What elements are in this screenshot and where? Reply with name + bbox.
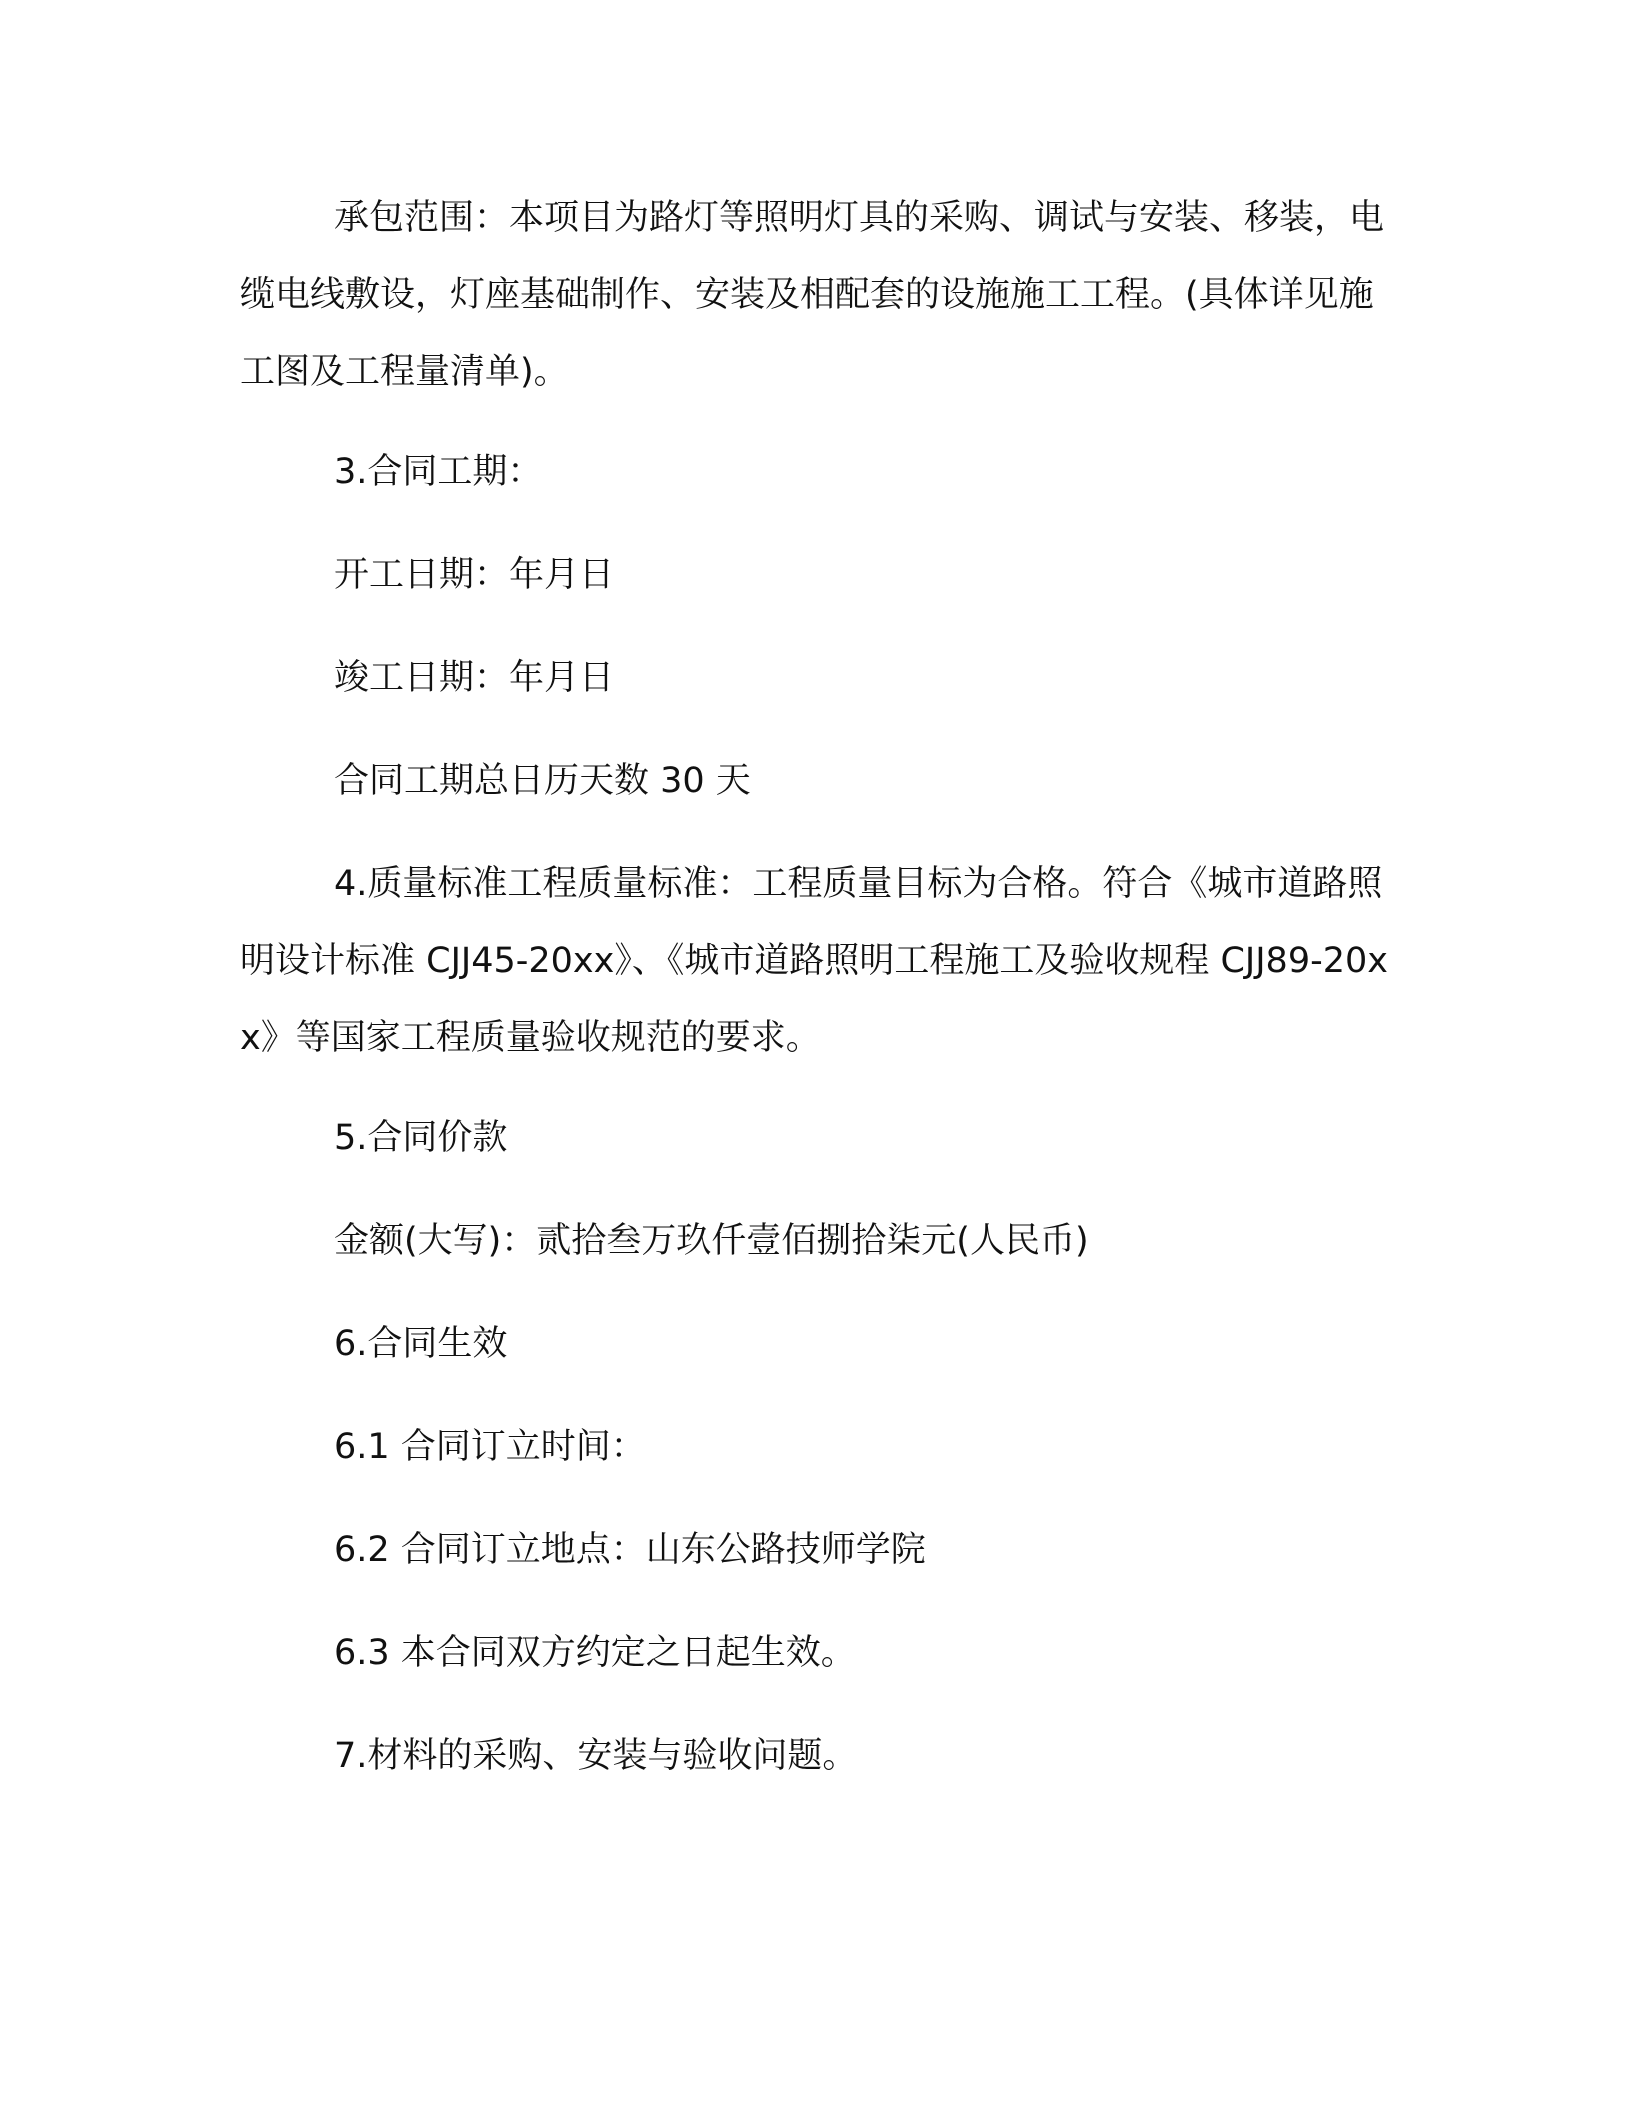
contract-period-heading: 3.合同工期： (334, 452, 543, 492)
materials-heading: 7.材料的采购、安装与验收问题。 (334, 1736, 858, 1776)
amount-line: 金额(大写)：贰拾叁万玖仟壹佰捌拾柒元(人民币) (334, 1221, 1089, 1261)
signing-place-line: 6.2 合同订立地点：山东公路技师学院 (334, 1530, 926, 1570)
effective-date-line: 6.3 本合同双方约定之日起生效。 (334, 1633, 856, 1673)
contract-effect-heading: 6.合同生效 (334, 1324, 508, 1364)
scope-paragraph: 承包范围：本项目为路灯等照明灯具的采购、调试与安装、移装，电缆电线敷设，灯座基础制作、安装及相配套的设施施工工程。(具体详见施工图及工程量清单)。 (240, 198, 1385, 392)
contract-price-heading: 5.合同价款 (334, 1118, 508, 1158)
quality-standard-paragraph: 4.质量标准工程质量标准：工程质量目标为合格。符合《城市道路照明设计标准 CJJ45-20xx》、《城市道路照明工程施工及验收规程 CJJ89-20xx》等国家工程质量验收规范的要求。 (240, 864, 1388, 1058)
completion-date-line: 竣工日期：年月日 (334, 658, 615, 698)
total-days-line: 合同工期总日历天数 30 天 (334, 761, 751, 801)
start-date-line: 开工日期：年月日 (334, 555, 615, 595)
signing-time-line: 6.1 合同订立时间： (334, 1427, 646, 1467)
